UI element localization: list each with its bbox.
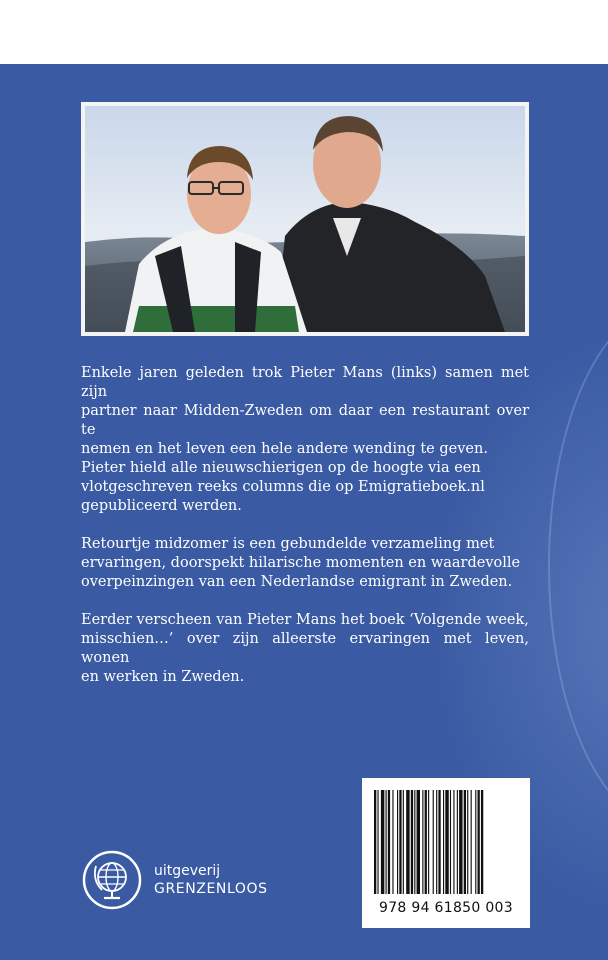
blurb-line: misschien…’ over zijn alleerste ervaringen met leven, wonen: [81, 631, 529, 666]
blurb-line: nemen en het leven een hele andere wending te geven.: [81, 441, 488, 457]
blurb-line: vlotgeschreven reeks columns die op Emigratieboek.nl: [81, 479, 485, 495]
publisher-line-2: GRENZENLOOS: [154, 881, 268, 897]
blurb-paragraph: [81, 535, 529, 592]
back-cover-blurb: [81, 364, 529, 706]
blurb-line: partner naar Midden-Zweden om daar een restaurant over te: [81, 403, 529, 438]
globe-icon: [82, 850, 142, 910]
background-globe-arc: [548, 304, 608, 828]
blurb-line: Pieter hield alle nieuwschierigen op de hoogte via een: [81, 460, 481, 476]
blurb-line: Retourtje midzomer is een gebundelde verzameling met: [81, 536, 495, 552]
publisher-line-1: uitgeverij: [154, 863, 221, 879]
blurb-line: Enkele jaren geleden trok Pieter Mans (links) samen met zijn: [81, 365, 529, 400]
publisher-name: [154, 862, 268, 898]
blurb-paragraph: [81, 364, 529, 516]
isbn-number: 978 94 61850 003: [379, 900, 513, 916]
publisher-imprint: [82, 850, 302, 914]
page-top-margin: [0, 0, 608, 64]
book-back-cover: [0, 64, 608, 960]
blurb-line: gepubliceerd werden.: [81, 498, 242, 514]
blurb-line: en werken in Zweden.: [81, 669, 245, 685]
blurb-line: overpeinzingen van een Nederlandse emigrant in Zweden.: [81, 574, 513, 590]
blurb-paragraph: [81, 611, 529, 687]
isbn-barcode: [362, 778, 530, 928]
author-photo: [81, 102, 529, 336]
blurb-line: Eerder verscheen van Pieter Mans het boek ‘Volgende week,: [81, 612, 529, 628]
photo-of-two-men: [85, 106, 525, 332]
barcode-bars: [372, 790, 520, 896]
blurb-line: ervaringen, doorspekt hilarische momenten en waardevolle: [81, 555, 521, 571]
